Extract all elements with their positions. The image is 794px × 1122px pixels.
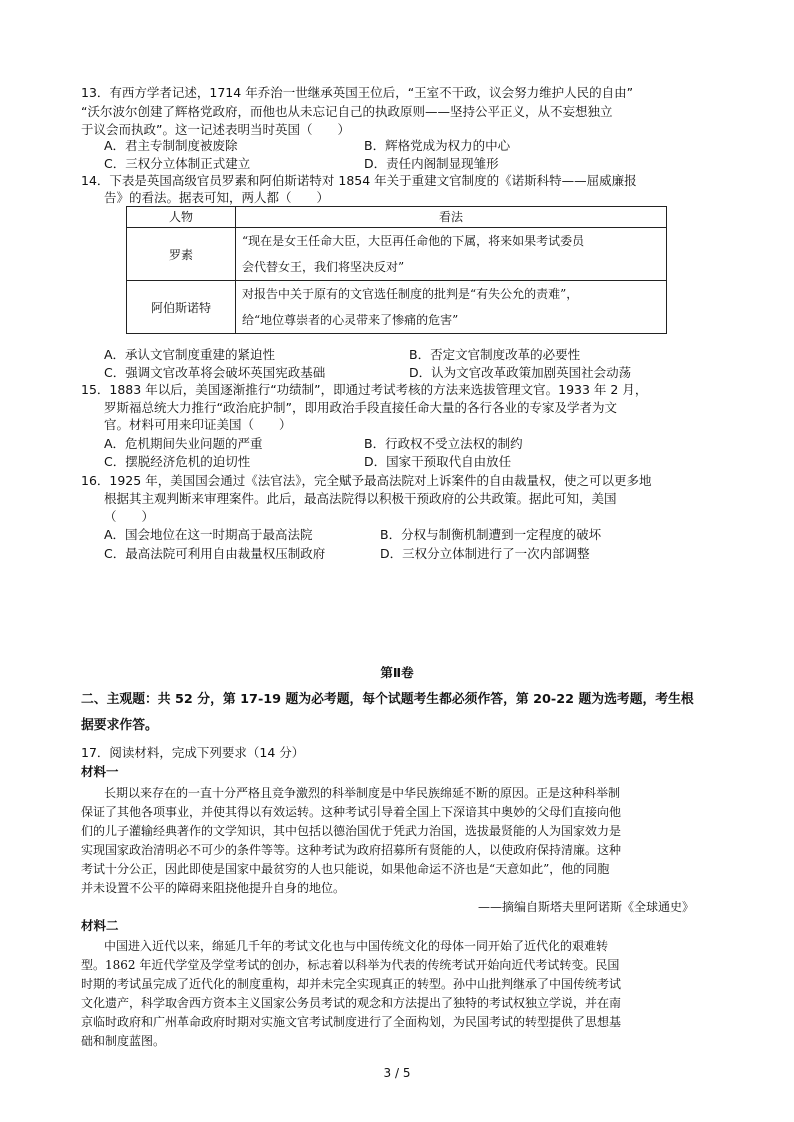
q17-material-1-line: 保证了其他各项事业，并使其得以有效运转。这种考试引导着全国上下深谙其中奥妙的父母们直接向他 — [81, 805, 622, 819]
q16-option-c: C．最高法院可利用自由裁量权压制政府 — [104, 546, 326, 561]
q17-material-2-title: 材料二 — [81, 918, 119, 933]
q15-option-c: C．摆脱经济危机的迫切性 — [104, 454, 251, 469]
q14-table-header-row — [127, 207, 667, 228]
q14-arbuthnot-line-1: 对报告中关于原有的文官选任制度的批判是“有失公允的责难”， — [242, 287, 579, 301]
q17-material-1-line: 长期以来存在的一直十分严格且竞争激烈的科举制度是中华民族绵延不断的原因。正是这种科举制 — [104, 786, 621, 800]
page-number: 3 / 5 — [383, 1066, 411, 1080]
q17-material-1-line: 并未设置不公平的障碍来阻挠他提升自身的地位。 — [81, 881, 346, 895]
q14-table-name-arbuthnot: 阿伯斯诺特 — [127, 281, 236, 334]
q14-table-opinion-russell — [236, 228, 667, 281]
q17-material-2-line: 文化遗产，科学取舍西方资本主义国家公务员考试的观念和方法提出了独特的考试权独立学说，并在南 — [81, 996, 622, 1010]
q14-russell-line-1: “现在是女王任命大臣，大臣再任命他的下属，将来如果考试委员 — [242, 234, 585, 248]
q17-material-1-line: 实现国家政治清明必不可少的条件等等。这种考试为政府招募所有贤能的人，以使政府保持清廉。这种 — [81, 843, 622, 857]
q17-material-1-source: ——摘编自斯塔夫里阿诺斯《全球通史》 — [478, 900, 695, 914]
q14-option-c: C．强调文官改革将会破坏英国宪政基础 — [104, 365, 326, 380]
q17-material-2-line: 础和制度蓝图。 — [81, 1034, 166, 1048]
q17-material-1-title: 材料一 — [81, 764, 119, 779]
q14-table-opinion-arbuthnot — [236, 281, 667, 334]
q13-option-a: A．君主专制制度被废除 — [104, 138, 238, 153]
q13-option-d: D．责任内阁制显现雏形 — [364, 156, 499, 171]
q14-table-header-opinion: 看法 — [236, 207, 667, 228]
q14-russell-line-2: 会代替女王，我们将坚决反对” — [242, 260, 405, 274]
section-intro-line-2: 据要求作答。 — [81, 718, 158, 733]
q14-option-b: B．否定文官制度改革的必要性 — [409, 347, 581, 362]
q16-line-2: 根据其主观判断来审理案件。此后，最高法院得以积极干预政府的公共政策。据此可知，美国 — [104, 491, 617, 506]
q15-option-a: A．危机期间失业问题的严重 — [104, 436, 263, 451]
q16-option-b: B．分权与制衡机制遭到一定程度的破坏 — [380, 527, 602, 542]
q17-material-2-line: 中国进入近代以来，绵延几千年的考试文化也与中国传统文化的母体一同开始了近代化的艰难转 — [104, 939, 609, 953]
q13-line-2: “沃尔波尔创建了辉格党政府，而他也从未忘记自己的执政原则——坚持公平正义，从不妄想独立 — [81, 104, 613, 119]
q17-material-2-line: 京临时政府和广州革命政府时期对实施文官考试制度进行了全面构划，为民国考试的转型提供了思想基 — [81, 1015, 622, 1029]
q14-table-row — [127, 228, 667, 281]
q17-material-2-line: 时期的考试虽完成了近代化的制度重构，却并未完全实现真正的转型。孙中山批判继承了中国传统考试 — [81, 977, 622, 991]
q13-option-c: C．三权分立体制正式建立 — [104, 156, 251, 171]
q14-arbuthnot-line-2: 给“地位尊崇者的心灵带来了惨痛的危害” — [242, 313, 459, 327]
q14-table-header-person: 人物 — [127, 207, 236, 228]
q14-table-name-russell: 罗素 — [127, 228, 236, 281]
q14-table-row — [127, 281, 667, 334]
q17-material-1-line: 们的儿子灌输经典著作的文学知识，其中包括以德治国优于凭武力治国，选拔最贤能的人为国家效力是 — [81, 824, 622, 838]
q14-line-1: 14．下表是英国高级官员罗素和阿伯斯诺特对 1854 年关于重建文官制度的《诺斯科特——屈威廉报 — [81, 173, 637, 188]
q14-line-2: 告》的看法。据表可知，两人都（ ） — [104, 190, 330, 205]
q16-option-a: A．国会地位在这一时期高于最高法院 — [104, 527, 313, 542]
q16-line-1: 16．1925 年，美国国会通过《法官法》，完全赋予最高法院对上诉案件的自由裁量权，使之可以更多地 — [81, 473, 652, 488]
q15-line-2: 罗斯福总统大力推行“政治庇护制”，即用政治手段直接任命大量的各行各业的专家及学者为文 — [104, 400, 617, 415]
q16-option-d: D．三权分立体制进行了一次内部调整 — [380, 546, 590, 561]
q13-line-3: 于议会而执政”。这一记述表明当时英国（ ） — [81, 122, 350, 137]
q15-option-d: D．国家干预取代自由放任 — [364, 454, 512, 469]
q13-option-b: B．辉格党成为权力的中心 — [364, 138, 511, 153]
q17-stem: 17．阅读材料，完成下列要求（14 分） — [81, 745, 305, 760]
q15-line-3: 官。材料可用来印证美国（ ） — [104, 417, 292, 432]
section-title: 第Ⅱ卷 — [380, 665, 414, 680]
q14-option-d: D．认为文官改革政策加剧英国社会动荡 — [409, 365, 632, 380]
q17-material-1-line: 考试十分公正，因此即使是国家中最贫穷的人也只能说，如果他命运不济也是“天意如此”，他的同胞 — [81, 862, 610, 876]
q14-option-a: A．承认文官制度重建的紧迫性 — [104, 347, 276, 362]
section-intro-line-1: 二、主观题：共 52 分，第 17-19 题为必考题，每个试题考生都必须作答，第 20-22 题为选考题，考生根 — [81, 692, 694, 707]
q17-material-2-line: 型。1862 年近代学堂及学堂考试的创办，标志着以科举为代表的传统考试开始向近代考试转变。民国 — [81, 958, 620, 972]
q14-table — [126, 206, 667, 334]
q15-line-1: 15．1883 年以后，美国逐渐推行“功绩制”，即通过考试考核的方法来选拔管理文官。1933 年 2 月， — [81, 382, 648, 397]
q15-option-b: B．行政权不受立法权的制约 — [364, 436, 523, 451]
q13-line-1: 13．有西方学者记述，1714 年乔治一世继承英国王位后，“王室不干政，议会努力维护人民的自由” — [81, 85, 634, 100]
q16-line-3: （ ） — [104, 509, 155, 524]
